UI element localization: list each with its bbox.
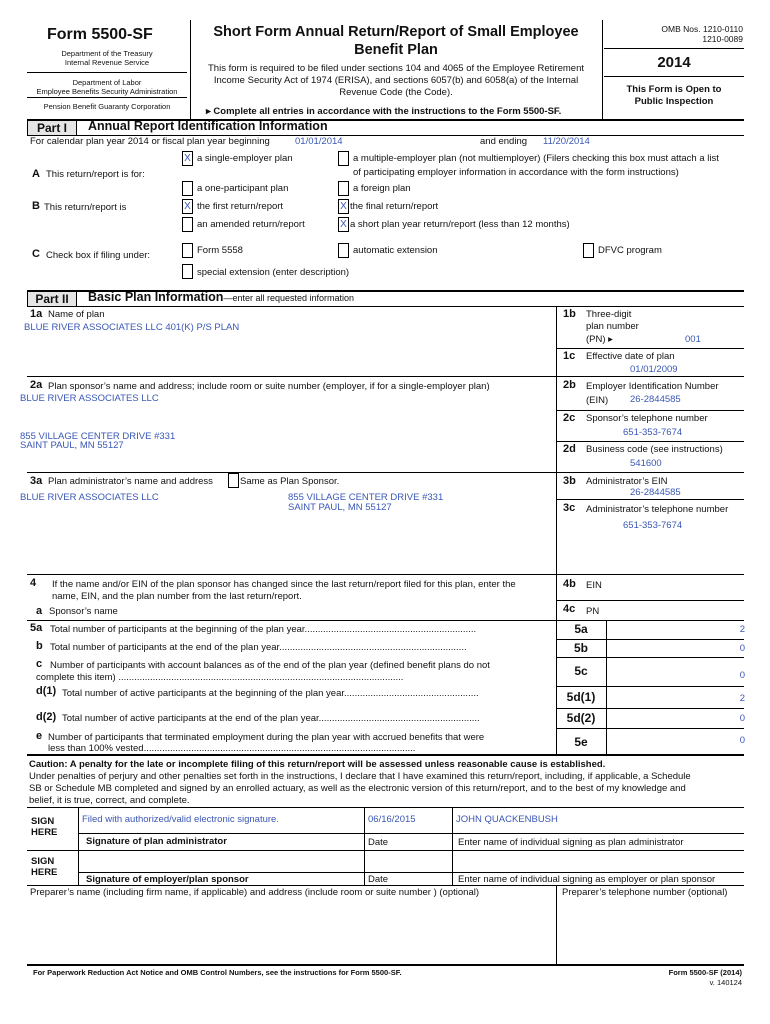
sponsor-address-line2[interactable]: SAINT PAUL, MN 55127 <box>20 440 124 451</box>
line-4-number: 4 <box>30 577 37 589</box>
public-inspection-2: Public Inspection <box>634 96 714 107</box>
line-5d1-label: Total number of active participants at the beginning of the plan year................................................... <box>62 688 479 699</box>
agency-treasury: Department of the Treasury <box>61 49 153 58</box>
box-5b-label: 5b <box>573 641 588 655</box>
multiple-employer-label-1: a multiple-employer plan (not multiemployer) (Filers checking this box must attach a list <box>353 153 719 164</box>
section-c-text: Check box if filing under: <box>46 250 151 261</box>
line-3a-number: 3a <box>30 475 43 487</box>
omb-number-1: OMB Nos. 1210-0110 <box>661 24 743 34</box>
dfvc-program-label: DFVC program <box>598 245 662 256</box>
arrow-right-icon: ▸ <box>206 106 211 117</box>
arrow-right-icon: ▸ <box>608 334 613 345</box>
line-5c-label-1: Number of participants with account balances as of the end of the plan year (defined benefit plans do not <box>50 660 490 671</box>
form-description-2: Income Security Act of 1974 (ERISA), and sections 6057(b) and 6058(a) of the Internal <box>213 75 579 86</box>
plan-name-field[interactable]: BLUE RIVER ASSOCIATES LLC 401(K) P/S PLAN <box>24 322 240 333</box>
short-plan-year-label: a short plan year return/report (less than 12 months) <box>350 219 570 230</box>
instruction-note <box>206 106 561 117</box>
foreign-plan-checkbox[interactable] <box>338 181 349 196</box>
same-as-sponsor-label: Same as Plan Sponsor. <box>240 476 340 487</box>
line-1a-label: Name of plan <box>48 309 105 320</box>
first-return-checkbox[interactable]: X <box>182 199 193 214</box>
final-return-checkbox[interactable]: X <box>338 199 349 214</box>
single-employer-checkbox[interactable]: X <box>182 151 193 166</box>
section-a-text: This return/report is for: <box>46 169 145 180</box>
plan-year-end[interactable]: 11/20/2014 <box>543 136 590 147</box>
amended-return-label: an amended return/report <box>197 219 305 230</box>
admin-address-line1[interactable]: 855 VILLAGE CENTER DRIVE #331 <box>288 492 444 503</box>
box-5d1-label: 5d(1) <box>566 690 596 704</box>
final-return-label: the final return/report <box>350 201 439 212</box>
line-3b-label: Administrator’s EIN <box>586 476 668 487</box>
line-2b-label-2: (EIN) <box>586 395 609 406</box>
section-c-label: C <box>32 248 40 260</box>
automatic-extension-label: automatic extension <box>353 245 438 256</box>
participants-end-field[interactable]: 0 <box>739 643 745 654</box>
line-4b-label: EIN <box>586 580 602 591</box>
part2-label: Part II <box>27 291 77 307</box>
preparer-name-caption: Preparer’s name (including firm name, if applicable) and address (include room or suite number ) (optional) <box>30 887 480 898</box>
form-title-line2: Benefit Plan <box>354 42 438 58</box>
form-footer-id: Form 5500-SF (2014) <box>668 968 742 977</box>
short-plan-year-checkbox[interactable]: X <box>338 217 349 232</box>
form-5558-label: Form 5558 <box>197 245 243 256</box>
line-2d-number: 2d <box>563 443 576 455</box>
special-extension-checkbox[interactable] <box>182 264 193 279</box>
line-5c-label-2: complete this item) ............................................................................................................ <box>36 672 404 683</box>
form-title-line1: Short Form Annual Return/Report of Small Employee <box>213 24 579 40</box>
line-5a-number: 5a <box>30 622 43 634</box>
line-4-text-2: name, EIN, and the plan number from the last return/report. <box>52 591 302 602</box>
agency-ebsa: Employee Benefits Security Administration <box>36 87 178 96</box>
line-4a-label: Sponsor’s name <box>49 606 118 617</box>
line-5c-number: c <box>36 658 43 670</box>
caution-text: Caution: A penalty for the late or incomplete filing of this return/report will be assessed unless reasonable cause is established. <box>29 759 606 770</box>
instruction-text: Complete all entries in accordance with the instructions to the Form 5500-SF. <box>213 106 562 117</box>
admin-ein-field[interactable]: 26-2844585 <box>630 487 681 498</box>
same-as-sponsor-checkbox[interactable] <box>228 473 239 488</box>
admin-signer-name-field[interactable]: JOHN QUACKENBUSH <box>456 814 558 825</box>
sign-label-1: SIGN <box>31 816 55 827</box>
section-b-label: B <box>32 200 40 212</box>
line-3c-number: 3c <box>563 502 576 514</box>
part1-title: Annual Report Identification Information <box>88 119 328 133</box>
paperwork-notice: For Paperwork Reduction Act Notice and OMB Control Numbers, see the instructions for Form 5500-SF. <box>33 968 402 977</box>
admin-phone-field[interactable]: 651-353-7674 <box>623 520 683 531</box>
perjury-text-2: SB or Schedule MB completed and signed by an enrolled actuary, as well as the electronic version of this return/report, and to the best of my knowledge and <box>29 783 686 794</box>
line-5b-label: Total number of participants at the end of the plan year....................................................................... <box>50 642 467 653</box>
admin-sign-date-field[interactable]: 06/16/2015 <box>368 814 416 825</box>
line-2d-label: Business code (see instructions) <box>586 444 723 455</box>
line-3b-number: 3b <box>563 475 576 487</box>
line-5e-label-2: less than 100% vested....................................................................................................... <box>48 743 416 754</box>
first-return-label: the first return/report <box>197 201 284 212</box>
here-label-1: HERE <box>31 827 58 838</box>
and-ending-text: and ending <box>480 136 528 147</box>
line-2a-number: 2a <box>30 379 43 391</box>
line-2c-number: 2c <box>563 412 576 424</box>
line-3a-label: Plan administrator’s name and address <box>48 476 213 487</box>
line-2b-number: 2b <box>563 379 576 391</box>
sponsor-name-field[interactable]: BLUE RIVER ASSOCIATES LLC <box>20 393 159 404</box>
agency-pbgc: Pension Benefit Guaranty Corporation <box>43 102 171 111</box>
sign-label-2: SIGN <box>31 856 55 867</box>
account-balances-field[interactable]: 0 <box>739 670 745 681</box>
line-5a-label: Total number of participants at the beginning of the plan year................................................................. <box>50 624 477 635</box>
pn-label: (PN) <box>586 334 606 345</box>
line-2c-label: Sponsor’s telephone number <box>586 413 708 424</box>
line-4c-label: PN <box>586 606 600 617</box>
admin-address-line2[interactable]: SAINT PAUL, MN 55127 <box>288 502 392 513</box>
sponsor-phone-field[interactable]: 651-353-7674 <box>623 427 683 438</box>
sponsor-name-caption: Enter name of individual signing as employer or plan sponsor <box>458 874 716 885</box>
dfvc-program-checkbox[interactable] <box>583 243 594 258</box>
special-extension-label: special extension (enter description) <box>197 267 350 278</box>
effective-date-field[interactable]: 01/01/2009 <box>630 364 678 375</box>
part1-label: Part I <box>27 120 77 136</box>
calendar-year-text: For calendar plan year 2014 or fiscal plan year beginning <box>30 136 270 147</box>
part2-heading <box>88 290 354 304</box>
perjury-text-1: Under penalties of perjury and other penalties set forth in the instructions, I declare that I have examined this return/report, including, if applicable, a Schedule <box>29 771 691 782</box>
line-4b-number: 4b <box>563 578 576 590</box>
line-1b-label-1: Three-digit <box>586 309 632 320</box>
line-5e-label-1: Number of participants that terminated employment during the plan year with accrued benefits that were <box>48 732 485 743</box>
line-1b-label-2: plan number <box>586 321 639 332</box>
line-1b-label-3 <box>586 334 613 345</box>
amended-return-checkbox[interactable] <box>182 217 193 232</box>
one-participant-checkbox[interactable] <box>182 181 193 196</box>
line-2b-label-1: Employer Identification Number <box>586 381 719 392</box>
line-1c-number: 1c <box>563 350 576 362</box>
automatic-extension-checkbox[interactable] <box>338 243 349 258</box>
business-code-field[interactable]: 541600 <box>630 458 662 469</box>
here-label-2: HERE <box>31 867 58 878</box>
line-4-text-1: If the name and/or EIN of the plan sponsor has changed since the last return/report filed for this plan, enter the <box>52 579 516 590</box>
sponsor-date-caption: Date <box>368 874 389 885</box>
form-description-1: This form is required to be filed under sections 104 and 4065 of the Employee Retirement <box>208 63 584 74</box>
line-5d1-number: d(1) <box>36 685 57 697</box>
form-description-3: Revenue Code (the Code). <box>339 87 453 98</box>
line-2a-label: Plan sponsor’s name and address; include room or suite number (employer, if for a single-employer plan) <box>48 381 490 392</box>
sponsor-address-line1[interactable]: 855 VILLAGE CENTER DRIVE #331 <box>20 431 176 442</box>
plan-year-begin[interactable]: 01/01/2014 <box>295 136 343 147</box>
electronic-signature-field[interactable]: Filed with authorized/valid electronic signature. <box>82 814 279 825</box>
multiple-employer-checkbox[interactable] <box>338 151 349 166</box>
line-1c-label: Effective date of plan <box>586 351 675 362</box>
form-version: v. 140124 <box>709 978 742 987</box>
form-number: Form 5500-SF <box>47 26 153 43</box>
admin-name-field[interactable]: BLUE RIVER ASSOCIATES LLC <box>20 492 159 503</box>
perjury-text-3: belief, it is true, correct, and complete. <box>29 795 190 806</box>
part2-subtitle: —enter all requested information <box>223 293 355 303</box>
line-5b-number: b <box>36 640 43 652</box>
omb-number-2: 1210-0089 <box>702 34 743 44</box>
active-end-field[interactable]: 0 <box>739 713 745 724</box>
part2-title: Basic Plan Information <box>88 290 224 304</box>
section-b-text: This return/report is <box>44 202 127 213</box>
single-employer-label: a single-employer plan <box>197 153 293 164</box>
terminated-participants-field[interactable]: 0 <box>739 735 745 746</box>
line-5d2-label: Total number of active participants at the end of the plan year............................................................. <box>62 713 480 724</box>
public-inspection-1: This Form is Open to <box>626 84 722 95</box>
admin-signature-caption: Signature of plan administrator <box>86 836 227 847</box>
box-5e-label: 5e <box>574 735 588 749</box>
line-4c-number: 4c <box>563 603 576 615</box>
one-participant-label: a one-participant plan <box>197 183 289 194</box>
line-1a-number: 1a <box>30 308 43 320</box>
participants-begin-field[interactable]: 2 <box>739 624 745 635</box>
line-5d2-number: d(2) <box>36 711 57 723</box>
admin-name-caption: Enter name of individual signing as plan administrator <box>458 837 684 848</box>
foreign-plan-label: a foreign plan <box>353 183 411 194</box>
section-a-label: A <box>32 168 40 180</box>
form-5558-checkbox[interactable] <box>182 243 193 258</box>
tax-year: 2014 <box>657 54 691 71</box>
line-3c-label: Administrator’s telephone number <box>586 504 729 515</box>
box-5d2-label: 5d(2) <box>566 711 596 725</box>
plan-number-field[interactable]: 001 <box>685 334 701 345</box>
ein-field[interactable]: 26-2844585 <box>630 394 681 405</box>
preparer-phone-caption: Preparer’s telephone number (optional) <box>562 887 728 898</box>
line-4a-number: a <box>36 605 43 617</box>
line-1b-number: 1b <box>563 308 576 320</box>
multiple-employer-label-2: of participating employer information in accordance with the form instructions) <box>353 167 679 178</box>
agency-labor: Department of Labor <box>72 78 142 87</box>
box-5a-label: 5a <box>574 622 588 636</box>
line-5e-number: e <box>36 730 43 742</box>
active-begin-field[interactable]: 2 <box>739 693 745 704</box>
agency-irs: Internal Revenue Service <box>64 58 150 67</box>
admin-date-caption: Date <box>368 837 389 848</box>
box-5c-label: 5c <box>574 664 588 678</box>
sponsor-signature-caption: Signature of employer/plan sponsor <box>86 874 249 885</box>
